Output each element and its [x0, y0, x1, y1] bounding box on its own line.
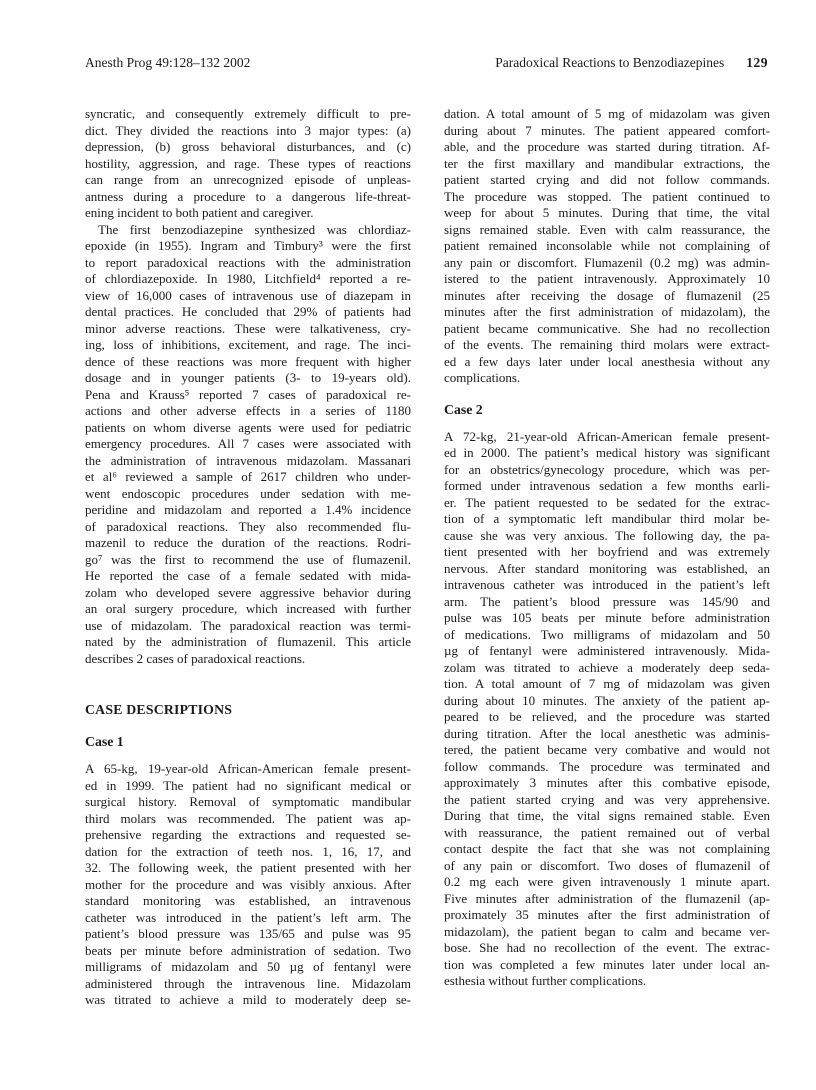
text-line: during titration. After the local anesthetic was adminis-	[444, 725, 770, 741]
paragraph	[85, 222, 411, 668]
text-line: formed under intravenous sedation a few months earli-	[444, 478, 770, 493]
text-line: during about 7 minutes. The patient appeared comfort-	[444, 122, 770, 138]
text-line: minor adverse reactions. These were talkativeness, cry-	[85, 320, 411, 336]
text-line: any pain or discomfort. Flumazenil (0.2 mg) was admin-	[444, 254, 770, 270]
text-line: Pena and Krauss⁵ reported 7 cases of paradoxical re-	[85, 386, 411, 402]
text-line: follow commands. The procedure was terminated and	[444, 758, 770, 774]
text-line: tient presented with her boyfriend and was extremely	[444, 544, 770, 559]
page-header	[85, 55, 768, 71]
text-line: er. The patient requested to be sedated for the extrac-	[444, 494, 770, 510]
text-line: zolam who developed severe aggressive behavior during	[85, 584, 411, 600]
text-line: dental practices. He concluded that 29% of patients had	[85, 304, 411, 319]
text-line: A 72-kg, 21-year-old African-American female present-	[444, 428, 770, 444]
text-line: nated by the administration of flumazenil. This article	[85, 634, 411, 649]
text-line: 0.2 mg each were given intravenously 1 minute apart.	[444, 874, 770, 889]
text-line: of any pain or discomfort. Two doses of flumazenil of	[444, 857, 770, 873]
text-line: emergency procedures. All 7 cases were associated with	[85, 436, 411, 451]
text-line: patients on whom diverse agents were used for pediatric	[85, 419, 411, 435]
text-line: went endoscopic procedures under sedation with me-	[85, 485, 411, 501]
text-line: ing, loss of inhibitions, excitement, and rage. The inci-	[85, 337, 411, 352]
text-line: dation. A total amount of 5 mg of midazolam was given	[444, 106, 770, 121]
text-line: during about 10 minutes. The anxiety of the patient ap-	[444, 692, 770, 708]
text-line: intravenous catheter was introduced in the patient’s left	[444, 577, 770, 592]
text-line: During that time, the vital signs remained stable. Even	[444, 808, 770, 823]
text-line: patient started crying and did not follow commands.	[444, 172, 770, 187]
case-heading: Case 1	[85, 734, 124, 749]
text-line: able, and the procedure was started during titration. Af-	[444, 139, 770, 154]
text-line: minutes after the first administration of midazolam), the	[444, 304, 770, 319]
text-line: of the events. The remaining third molars were extract-	[444, 337, 770, 352]
text-line: patient remained inconsolable while not complaining of	[444, 238, 770, 253]
text-line: go⁷ was the first to recommend the use of flumazenil.	[85, 551, 411, 567]
text-line: ening incident to both patient and caregiver.	[85, 205, 314, 220]
text-line: hostility, aggression, and rage. These types of reactions	[85, 155, 411, 171]
text-line: standard monitoring was established, an intravenous	[85, 893, 411, 908]
text-line: arm. The patient’s blood pressure was 145/90 and	[444, 593, 770, 609]
page-number: 129	[746, 55, 768, 70]
text-line: ed in 2000. The patient’s medical history was significant	[444, 445, 770, 460]
text-line: the administration of intravenous midazolam. Massanari	[85, 452, 411, 468]
paragraph	[444, 106, 770, 387]
text-line: bose. She had no recollection of the event. The extrac-	[444, 940, 770, 955]
text-line: dict. They divided the reactions into 3 major types: (a)	[85, 122, 411, 138]
text-line: He reported the case of a female sedated with mida-	[85, 568, 411, 583]
text-line: minutes after receiving the dosage of flumazenil (25	[444, 287, 770, 303]
text-line: milligrams of midazolam and 50 µg of fentanyl were	[85, 959, 411, 974]
text-line: dosage and in younger patients (3- to 19-years old).	[85, 370, 411, 385]
text-line: ter the first maxillary and mandibular extractions, the	[444, 155, 770, 171]
text-line: patient’s blood pressure was 135/65 and pulse was 95	[85, 926, 411, 941]
text-line: describes 2 cases of paradoxical reactions.	[85, 650, 306, 666]
paragraph	[85, 761, 411, 1009]
text-line: mother for the procedure and was visibly anxious. After	[85, 876, 411, 892]
text-line: proximately 35 minutes after the first administration of	[444, 907, 770, 922]
text-line: weep for about 5 minutes. During that time, the vital	[444, 205, 770, 220]
section-heading: CASE DESCRIPTIONS	[85, 702, 233, 717]
text-line: dence of these reactions was more frequent with higher	[85, 353, 411, 369]
text-line: to report paradoxical reactions with the administration	[85, 254, 411, 270]
text-line: catheter was introduced in the patient’s left arm. The	[85, 909, 411, 925]
text-line: of chlordiazepoxide. In 1980, Litchfield⁴ reported a re-	[85, 271, 411, 286]
running-head	[495, 55, 768, 71]
paragraph	[444, 429, 770, 990]
text-line: A 65-kg, 19-year-old African-American female present-	[85, 761, 411, 776]
text-line: the patient started crying and was very apprehensive.	[444, 791, 770, 807]
text-line: administered through the intravenous line. Midazolam	[85, 975, 411, 991]
text-line: syncratic, and consequently extremely difficult to pre-	[85, 106, 411, 121]
text-line: of paradoxical reactions. They also recommended flu-	[85, 518, 411, 534]
text-line: esthesia without further complications.	[444, 973, 647, 988]
text-line: beats per minute before administration of sedation. Two	[85, 942, 411, 958]
text-line: mazenil to reduce the duration of the reactions. Rodri-	[85, 535, 411, 550]
text-line: view of 16,000 cases of intravenous use of diazepam in	[85, 287, 411, 303]
text-line: tered, the patient became very combative and would not	[444, 742, 770, 757]
text-line: use of midazolam. The paradoxical reaction was termi-	[85, 617, 411, 633]
text-line: midazolam), the patient began to calm and became ver-	[444, 923, 770, 939]
text-line: an oral surgery procedure, which increased with further	[85, 601, 411, 616]
text-line: third molars was recommended. The patient was ap-	[85, 810, 411, 826]
text-line: peared to be relieved, and the procedure was started	[444, 709, 770, 724]
text-line: The first benzodiazepine synthesized was chlordiaz-	[98, 221, 411, 237]
text-line: µg of fentanyl were administered intravenously. Mida-	[444, 643, 770, 658]
text-line: surgical history. Removal of symptomatic mandibular	[85, 794, 411, 809]
running-title: Paradoxical Reactions to Benzodiazepines	[495, 55, 725, 70]
text-line: tion was completed a few minutes later under local an-	[444, 956, 770, 972]
text-line: dation for the extraction of teeth nos. 1, 16, 17, and	[85, 843, 411, 859]
text-line: prehensive regarding the extractions and requested se-	[85, 827, 411, 842]
text-line: 32. The following week, the patient presented with her	[85, 860, 411, 875]
case-heading: Case 2	[444, 401, 483, 417]
text-line: of medications. Two milligrams of midazolam and 50	[444, 626, 770, 642]
text-line: epoxide (in 1955). Ingram and Timbury³ were the first	[85, 238, 411, 253]
text-line: tion. A total amount of 7 mg of midazolam was given	[444, 676, 770, 691]
text-line: zolam was titrated to achieve a moderately deep seda-	[444, 659, 770, 675]
text-line: nervous. After standard monitoring was established, an	[444, 560, 770, 576]
journal-citation: Anesth Prog 49:128–132 2002	[85, 55, 251, 70]
text-line: with reassurance, the patient remained out of verbal	[444, 824, 770, 840]
text-line: The procedure was stopped. The patient continued to	[444, 188, 770, 204]
text-line: for an obstetrics/gynecology procedure, which was per-	[444, 461, 770, 477]
text-line: approximately 3 minutes after this combative episode,	[444, 775, 770, 790]
article-body	[85, 106, 770, 1009]
text-line: cause she was very anxious. The following day, the pa-	[444, 527, 770, 543]
text-line: was titrated to achieve a mild to moderately deep se-	[85, 992, 411, 1007]
column-right	[444, 106, 770, 1009]
text-line: tion of a symptomatic left mandibular third molar be-	[444, 511, 770, 526]
text-line: Five minutes after administration of the flumazenil (ap-	[444, 890, 770, 906]
text-line: patient became communicative. She had no recollection	[444, 320, 770, 336]
text-line: signs remained stable. Even with calm reassurance, the	[444, 221, 770, 237]
text-line: et al⁶ reviewed a sample of 2617 children who under-	[85, 469, 411, 484]
text-line: ed in 1999. The patient had no significant medical or	[85, 777, 411, 793]
text-line: antness during a procedure to a dangerous life-threat-	[85, 188, 411, 204]
text-line: actions and other adverse effects in a series of 1180	[85, 403, 411, 418]
text-line: complications.	[444, 370, 521, 385]
column-left	[85, 106, 411, 1009]
text-line: pulse was 105 beats per minute before administration	[444, 610, 770, 625]
text-line: contact despite the fact that she was not complaining	[444, 841, 770, 856]
text-line: can range from an unrecognized episode of unpleas-	[85, 172, 411, 187]
text-line: peridine and midazolam and reported a 1.4% incidence	[85, 502, 411, 517]
text-line: istered to the patient intravenously. Approximately 10	[444, 271, 770, 286]
text-line: depression, (b) gross behavioral disturbances, and (c)	[85, 139, 411, 154]
text-line: ed a few days later under local anesthesia without any	[444, 353, 770, 369]
paragraph	[85, 106, 411, 222]
